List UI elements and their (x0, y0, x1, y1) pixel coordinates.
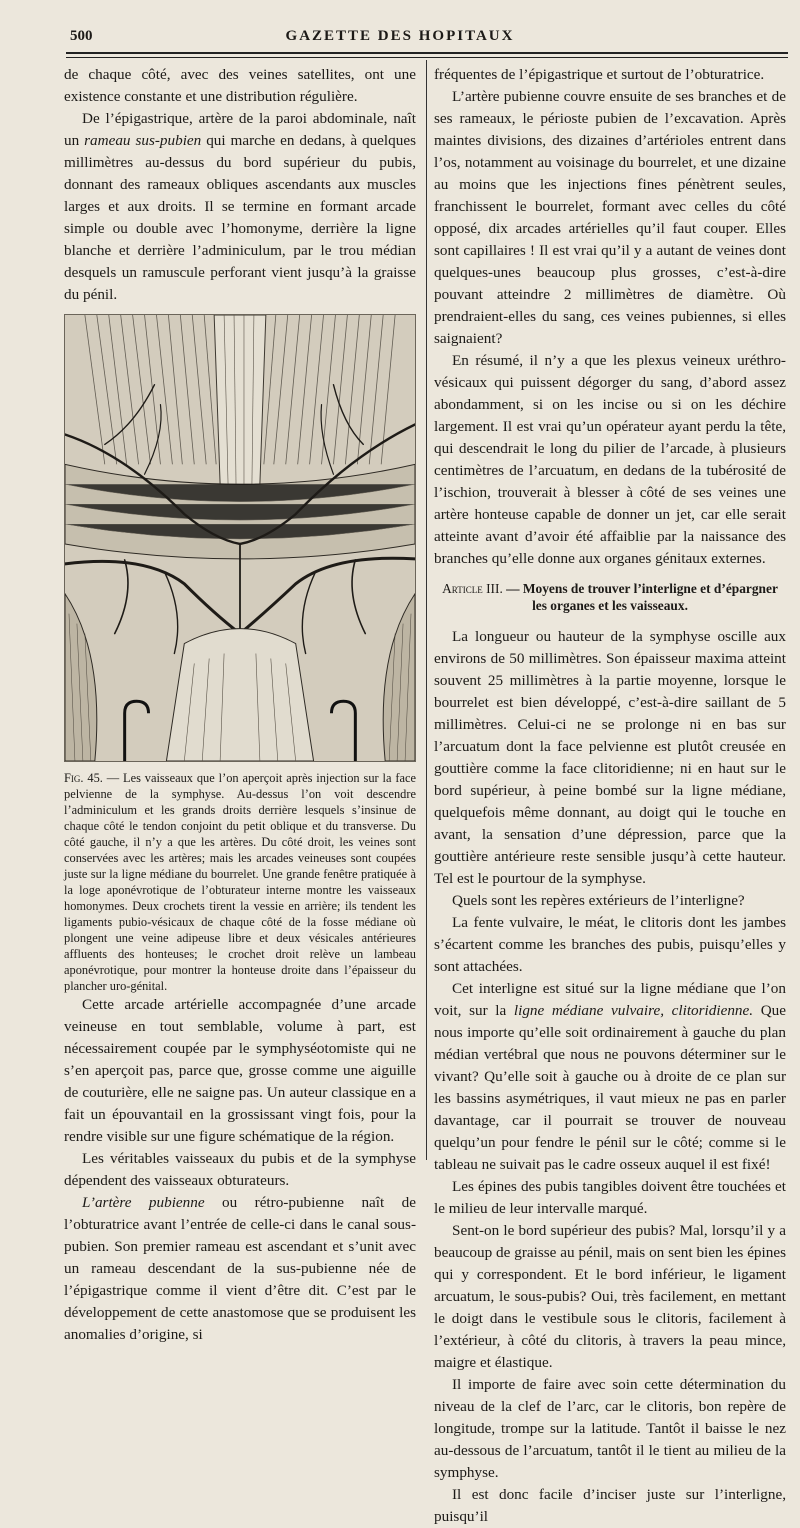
engraving-illustration (65, 315, 415, 761)
italic-term: L’artère pubienne (82, 1194, 205, 1211)
right-paragraph-7: Cet interligne est situé sur la ligne médiane que l’on voit, sur la ligne médiane vulvaire, clitoridienne. Que nous importe qu’elle soit ordinairement à gauche du plan médian vertébral que nous ne pouvons déterminer sur le vivant? Qu’elle soit à gauche ou à droite de ce plan sur les bassins asymétriques, il vaut mieux ne pas en parler davantage, car il pourrait se trouver de nouveau quelqu’un pour fendre le pénil sur le côté; comme si le tableau ne suivait pas le cadre osseux auquel il est fixé! (434, 980, 786, 1173)
article-heading (434, 580, 786, 614)
right-paragraph-6: La fente vulvaire, le méat, le clitoris dont les jambes s’écartent comme les branches des pubis, puisqu’elles y sont attachées. (434, 914, 786, 975)
right-paragraph-2: L’artère pubienne couvre ensuite de ses branches et de ses rameaux, le périoste pubien de l’excavation. Après maintes divisions, des dizaines d’artérioles entrent dans l’os, notamment au voisinage du bourrelet, et une dizaine au moins que les injections fines pénètrent seules, franchissent le bourrelet, formant avec celles du côté opposé, dix arcades artérielles qu’il faut couper. Elles sont capillaires ! Il est vrai qu’il y a autant de veines dont quelques-unes beaucoup plus grosses, c’est-à-dire pouvant atteindre 2 millimètres de diamètre. Où prendraient-elles du sang, ces veines pubiennes, si elles saignaient? (434, 88, 786, 347)
figure-caption: Fig. 45. — Les vaisseaux que l’on aperçoit après injection sur la face pelvienne de la symphyse. Au-dessus l’on voit descendre l’adminiculum et les grands droits derrière lesquels s’insinue de chaque côté le tendon conjoint du petit oblique et du transverse. Du côté gauche, il n’y a que les artères. Du côté droit, les veines sont conservées avec les artères; mais les arcades veineuses sont coupées juste sur la ligne médiane du bourrelet. Une grande fenêtre pratiquée à la loge aponévrotique de l’obturateur interne montre les vaisseaux homonymes. Deux crochets tirent la vessie en arrière; ils tendent les ligaments pubio-vésicaux de chaque côté de la fosse médiane où plongent une veine adipeuse libre et deux vésicales antérieures affluents des honteuses; le crochet droit relève un lambeau aponévrotique, pour montrer la honteuse droite dans l’épaisseur du plancher uro-génital. (64, 771, 416, 993)
italic-term: ligne médiane vulvaire, clitoridienne. (513, 1002, 754, 1019)
right-paragraph-10: Il importe de faire avec soin cette détermination du niveau de la clef de l’arc, car le clitoris, bon repère de longitude, trompe sur la latitude. Tantôt il baisse le nez au-dessous de l’arcuatum, tantôt il le tient au milieu de la symphyse. (434, 1376, 786, 1481)
left-paragraph-3: Cette arcade artérielle accompagnée d’une arcade veineuse en tout semblable, volume à part, est nécessairement coupée par le symphyséotomiste qui ne s’en aperçoit pas, parce que, grosse comme une aiguille de couturière, elle ne saigne pas. Un auteur classique en a fait un épouvantail en la grossissant vingt fois, pour la rendre visible sur une figure schématique de la région. (64, 996, 416, 1145)
left-column (64, 64, 416, 1346)
header-rule (66, 52, 788, 58)
right-paragraph-8: Les épines des pubis tangibles doivent être touchées et le milieu de leur intervalle marqué. (434, 1178, 786, 1217)
left-paragraph-1: de chaque côté, avec des veines satellites, ont une existence constante et une distribution régulière. (64, 66, 416, 105)
anatomical-engraving-figure (64, 314, 416, 762)
article-title: — Moyens de trouver l’interligne et d’épargner les organes et les vaisseaux. (502, 581, 778, 613)
right-paragraph-4: La longueur ou hauteur de la symphyse oscille aux environs de 50 millimètres. Son épaisseur maxima atteint souvent 25 millimètres à la partie moyenne, lorsque le bourrelet est bien développé, c’est-à-dire saillant de 5 millimètres. Celui-ci ne se prolonge ni en bas sur l’arcuatum dont la face pelvienne est plutôt creusée en gouttière comme la face clitoridienne; ni en haut sur le bord supérieur, à peine bombé sur la ligne médiane, quelquefois même donnant, au doigt qui le touche en avant, la sensation d’une dépression, parce que la gouttière antérieure reste sensible jusqu’à cette hauteur. Tel est le pourtour de la symphyse. (434, 628, 786, 887)
right-paragraph-9: Sent-on le bord supérieur des pubis? Mal, lorsqu’il y a beaucoup de graisse au pénil, mais on sent bien les épines qui y correspondent. Et le bord inférieur, le ligament arcuatum, le sous-pubis? Oui, très facilement, en mettant le doigt dans le vestibule sous le clitoris, facilement à l’extérieur, à côté du clitoris, à travers la peau mince, maigre et élastique. (434, 1222, 786, 1371)
italic-term: rameau sus-pubien (84, 132, 202, 149)
running-head-title: GAZETTE DES HOPITAUX (285, 28, 515, 44)
column-divider (426, 60, 427, 1160)
right-column (434, 64, 786, 1528)
page-number: 500 (70, 28, 93, 44)
left-paragraph-4: Les véritables vaisseaux du pubis et de la symphyse dépendent des vaisseaux obturateurs. (64, 1150, 416, 1189)
right-paragraph-3: En résumé, il n’y a que les plexus veineux uréthro-vésicaux qui puissent dégorger du sang, d’abord assez abondamment, si on les incise ou si on les déchire largement. Il est vrai qu’un opérateur ayant perdu la tête, qui descendrait le long du pilier de l’arcade, à plusieurs centimètres de l’arcuatum, en dedans de la tubérosité de l’ischion, trouverait à blesser à côté de ses veines une artère honteuse capable de donner un jet, car elle serait atteinte avant d’avoir été affaiblie par la naissance des branches qu’elle donne aux organes génitaux externes. (434, 352, 786, 567)
right-paragraph-5: Quels sont les repères extérieurs de l’interligne? (452, 892, 745, 909)
left-paragraph-5: L’artère pubienne ou rétro-pubienne naît de l’obturatrice avant l’entrée de celle-ci dans le canal sous-pubien. Son premier rameau est ascendant et s’unit avec un rameau descendant de la sus-pubienne née de l’épigastrique comme il vient d’être dit. C’est par le développement de cette anastomose que se produisent les anomalies d’origine, si (64, 1194, 416, 1343)
article-label: Article III. (442, 581, 503, 596)
left-paragraph-2: De l’épigastrique, artère de la paroi abdominale, naît un rameau sus-pubien qui marche en dedans, à quelques millimètres au-dessus du bord supérieur du pubis, donnant des rameaux obliques ascendants aux muscles larges et aux droits. Il se termine en formant arcade simple ou double avec l’homonyme, derrière la ligne blanche et derrière l’adminiculum, par le trou médian desquels un ramuscule perforant vient jusqu’à la graisse du pénil. (64, 110, 416, 303)
figure-label: Fig. 45. (64, 771, 103, 785)
right-paragraph-1: fréquentes de l’épigastrique et surtout de l’obturatrice. (434, 66, 765, 83)
right-paragraph-11: Il est donc facile d’inciser juste sur l’interligne, puisqu’il (434, 1486, 786, 1525)
